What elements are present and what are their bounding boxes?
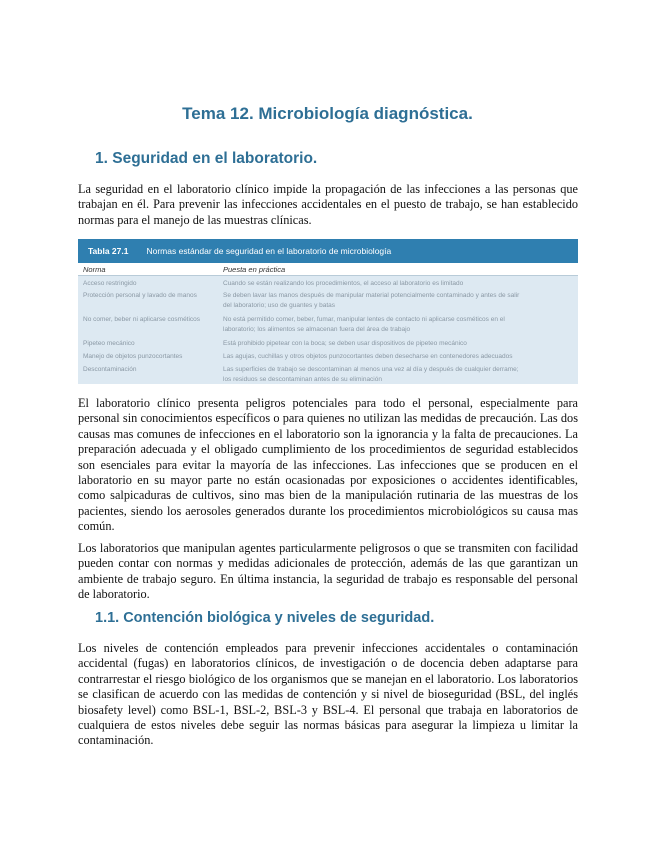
table-cell-puesta: No está permitido comer, beber, fumar, manipular lentes de contacto ni aplicarse cosméticos en el [223,316,505,323]
column-header-puesta: Puesta en práctica [223,264,286,274]
table-row [78,276,578,289]
table-caption-bar [78,239,578,263]
table-body [78,276,578,384]
paragraph-agentes-peligrosos: Los laboratorios que manipulan agentes particularmente peligrosos o que se transmiten con facilidad pueden contar con normas y medidas adicionales de protección, además de las que garantizan un ambiente de trabajo seguro. En última instancia, la seguridad de trabajo es responsable del personal de laboratorio. [78,541,578,602]
paragraph-peligros: El laboratorio clínico presenta peligros potenciales para todo el personal, especialmente para personal sin conocimientos específicos o para quienes no utilizan las medidas de precaución. Las dos causas mas comunes de infecciones en el laboratorio son la ignorancia y la falta de precauciones. La preparación adecuada y el obligado cumplimiento de los procedimientos de seguridad establecidos son esenciales para evitar la mayoría de las infecciones. Las infecciones que se producen en el laboratorio en su mayor parte no están ocasionadas por exposiciones o accidentes identificables, como salpicaduras de cultivos, sino mas bien de la manipulación rutinaria de las muestras de los pacientes, siendo los aerosoles generados durante los procedimientos microbiológicos su causa mas común. [78,396,578,534]
table-row [78,289,578,313]
table-caption: Normas estándar de seguridad en el laboratorio de microbiología [146,246,392,256]
table-cell-puesta: laboratorio; los alimentos se almacenan fuera del área de trabajo [223,326,411,333]
table-cell-puesta: los residuos se descontaminan antes de su eliminación [223,376,382,383]
table-row [78,363,578,384]
table-row [78,337,578,350]
page-title: Tema 12. Microbiología diagnóstica. [182,104,473,123]
table-column-headers [78,263,578,276]
paragraph-niveles-contencion: Los niveles de contención empleados para prevenir infecciones accidentales o contaminación accidental (fugas) en laboratorios clínicos, de investigación o de docencia deben adaptarse para contrarrestar el riesgo biológico de los organismos que se manejan en el laboratorio. Los laboratorios se clasifican de acuerdo con las medidas de contención y si nivel de bioseguridad (BSL, del inglés biosafety level) como BSL-1, BSL-2, BSL-3 y BSL-4. El personal que trabaja en laboratorios de cualquiera de estos niveles debe seguir las normas básicas para asegurar la limpieza u limitar la contaminación. [78,641,578,748]
table-cell-norma: Descontaminación [83,366,137,373]
table-cell-puesta: Se deben lavar las manos después de manipular material potencialmente contaminado y antes de salir [223,292,520,299]
table-cell-puesta: Cuando se están realizando los procedimientos, el acceso al laboratorio es limitado [223,280,464,287]
table-cell-norma: Pipeteo mecánico [83,340,135,347]
table-number: Tabla 27.1 [88,246,129,256]
table-cell-norma: No comer, beber ni aplicarse cosméticos [83,316,201,323]
column-header-norma: Norma [83,264,106,274]
table-cell-puesta: del laboratorio; uso de guantes y batas [223,302,336,309]
table-cell-puesta: Está prohibido pipetear con la boca; se deben usar dispositivos de pipeteo mecánico [223,340,467,347]
table-cell-norma: Acceso restringido [83,280,137,287]
table-row [78,350,578,363]
table-row [78,313,578,337]
section-heading-seguridad: 1. Seguridad en el laboratorio. [95,150,318,167]
subsection-heading-contencion: 1.1. Contención biológica y niveles de seguridad. [95,610,435,626]
table-cell-norma: Manejo de objetos punzocortantes [83,353,183,360]
paragraph-intro: La seguridad en el laboratorio clínico impide la propagación de las infecciones a las personas que trabajan en él. Para prevenir las infecciones accidentales en el puesto de trabajo, se han establecido normas para el manejo de las muestras clínicas. [78,182,578,227]
safety-standards-table [78,239,578,383]
table-cell-norma: Protección personal y lavado de manos [83,292,197,299]
table-cell-puesta: Las superficies de trabajo se descontaminan al menos una vez al día y después de cualquier derrame; [223,366,519,373]
table-cell-puesta: Las agujas, cuchillas y otros objetos punzocortantes deben desecharse en contenedores adecuados [223,353,513,360]
